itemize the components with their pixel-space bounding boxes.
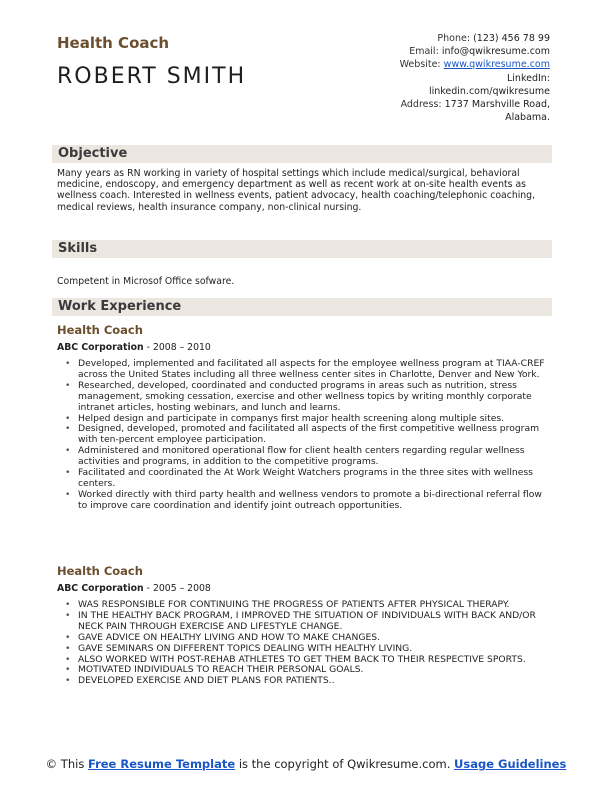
bullet-text: MOTIVATED INDIVIDUALS TO REACH THEIR PERSONAL GOALS. — [78, 664, 364, 676]
address-line2: Alabama. — [505, 112, 550, 124]
job-2-company-line — [57, 583, 211, 595]
list-item — [57, 359, 549, 381]
contact-website — [310, 58, 550, 71]
list-item — [57, 676, 549, 687]
job-1-dates: - 2008 – 2010 — [143, 342, 211, 353]
bullet-text: Worked directly with third party health and wellness vendors to promote a bi-directional referral flow to improve care coordination and identify joint outreach opportunities. — [78, 488, 542, 511]
skills-heading: Skills — [58, 241, 98, 256]
bullet-dot-icon: • — [65, 609, 71, 621]
objective-heading: Objective — [58, 146, 128, 161]
skills-text: Competent in Microsof Office sofware. — [57, 276, 235, 287]
list-item — [57, 381, 549, 414]
list-item — [57, 468, 549, 490]
bullet-text: DEVELOPED EXERCISE AND DIET PLANS FOR PATIENTS.. — [78, 675, 335, 687]
bullet-dot-icon: • — [65, 358, 71, 369]
contact-phone — [310, 32, 550, 45]
phone-label: Phone: — [437, 33, 471, 44]
bullet-dot-icon: • — [65, 675, 71, 687]
job-2-bullets — [57, 600, 549, 687]
candidate-name: ROBERT SMITH — [57, 64, 247, 89]
bullet-text: Developed, implemented and facilitated all aspects for the employee wellness program at TIAA-CREF across the United States including all three wellness center sites in Charlotte, Denver and New York. — [78, 358, 545, 380]
usage-guidelines-link[interactable]: Usage Guidelines — [454, 757, 567, 771]
job-title: Health Coach — [57, 34, 170, 52]
list-item — [57, 611, 549, 633]
contact-block — [310, 32, 550, 124]
email-label: Email: — [409, 46, 439, 58]
bullet-text: Designed, developed, promoted and facilitated all aspects of the first competitive wellness program with ten-percent employee participation. — [78, 423, 540, 446]
bullet-text: Administered and monitored operational flow for client health centers regarding regular wellness activities and programs, in addition to the competitive programs. — [78, 445, 525, 468]
skills-section-bar — [52, 240, 552, 258]
bullet-dot-icon: • — [65, 423, 71, 435]
list-item — [57, 424, 549, 446]
linkedin-label: LinkedIn: — [506, 72, 550, 84]
footer-middle: is the copyright of Qwikresume.com. — [235, 757, 455, 771]
objective-section-bar — [52, 145, 552, 163]
bullet-dot-icon: • — [65, 412, 71, 424]
bullet-dot-icon: • — [65, 642, 71, 654]
contact-address — [310, 98, 550, 111]
bullet-dot-icon: • — [65, 653, 71, 665]
job-1-title: Health Coach — [57, 323, 143, 337]
free-resume-template-link[interactable]: Free Resume Template — [87, 757, 236, 771]
job-2-company: ABC Corporation — [57, 583, 144, 594]
bullet-text: Helped design and participate in companys first major health screening along multiple sites. — [78, 412, 505, 424]
bullet-dot-icon: • — [65, 488, 71, 500]
job-1-bullets — [57, 359, 549, 512]
header — [57, 34, 246, 90]
bullet-text: Facilitated and coordinated the At Work Weight Watchers programs in the three sites with wellness centers. — [78, 467, 533, 489]
list-item — [57, 490, 549, 512]
contact-email — [310, 45, 550, 58]
bullet-text: IN THE HEALTHY BACK PROGRAM, I IMPROVED THE SITUATION OF INDIVIDUALS WITH BACK AND/OR NECK PAIN THROUGH EXERCISE AND LIFESTYLE CHANGE. — [78, 609, 536, 632]
bullet-dot-icon: • — [65, 445, 71, 457]
website-link[interactable]: www.qwikresume.com — [443, 59, 550, 71]
list-item — [57, 446, 549, 468]
bullet-dot-icon: • — [65, 379, 71, 391]
linkedin-value[interactable]: linkedin.com/qwikresume — [428, 85, 550, 97]
bullet-dot-icon: • — [65, 467, 71, 479]
job-2-title: Health Coach — [57, 564, 143, 578]
work-section-bar — [52, 298, 552, 316]
bullet-dot-icon: • — [65, 631, 71, 643]
bullet-text: GAVE ADVICE ON HEALTHY LIVING AND HOW TO MAKE CHANGES. — [78, 631, 381, 643]
address-label: Address: — [400, 99, 442, 111]
footer-prefix: © This — [45, 757, 88, 771]
bullet-text: GAVE SEMINARS ON DIFFERENT TOPICS DEALING WITH HEALTHY LIVING. — [78, 642, 413, 654]
job-1-company-line — [57, 342, 211, 354]
footer — [0, 757, 612, 771]
bullet-dot-icon: • — [65, 664, 71, 676]
website-label: Website: — [399, 59, 441, 71]
job-1-company: ABC Corporation — [57, 342, 144, 353]
bullet-text: ALSO WORKED WITH POST-REHAB ATHLETES TO GET THEM BACK TO THEIR RESPECTIVE SPORTS. — [78, 653, 526, 665]
phone-value: (123) 456 78 99 — [473, 33, 550, 44]
address-line1: 1737 Marshville Road, — [444, 99, 550, 111]
work-heading: Work Experience — [58, 299, 182, 314]
email-value[interactable]: info@qwikresume.com — [441, 46, 550, 58]
job-2-dates: - 2005 – 2008 — [143, 583, 211, 594]
bullet-text: WAS RESPONSIBLE FOR CONTINUING THE PROGRESS OF PATIENTS AFTER PHYSICAL THERAPY. — [78, 599, 510, 610]
bullet-text: Researched, developed, coordinated and conducted programs in areas such as nutrition, stress management, smoking cessation, exercise and other wellness topics by writing monthly corporate intranet articles, hosting webinars, and lunch and learns. — [78, 379, 532, 413]
bullet-dot-icon: • — [65, 599, 71, 610]
objective-text: Many years as RN working in variety of hospital settings which include medical/surgical, behavioral medicine, endoscopy, and emergency department as well as recent work at on-site health events as wellness coach. Interested in wellness events, patient advocacy, health coaching/telephonic coaching, medical reviews, health insurance company, non-clinical nursing. — [57, 168, 536, 213]
